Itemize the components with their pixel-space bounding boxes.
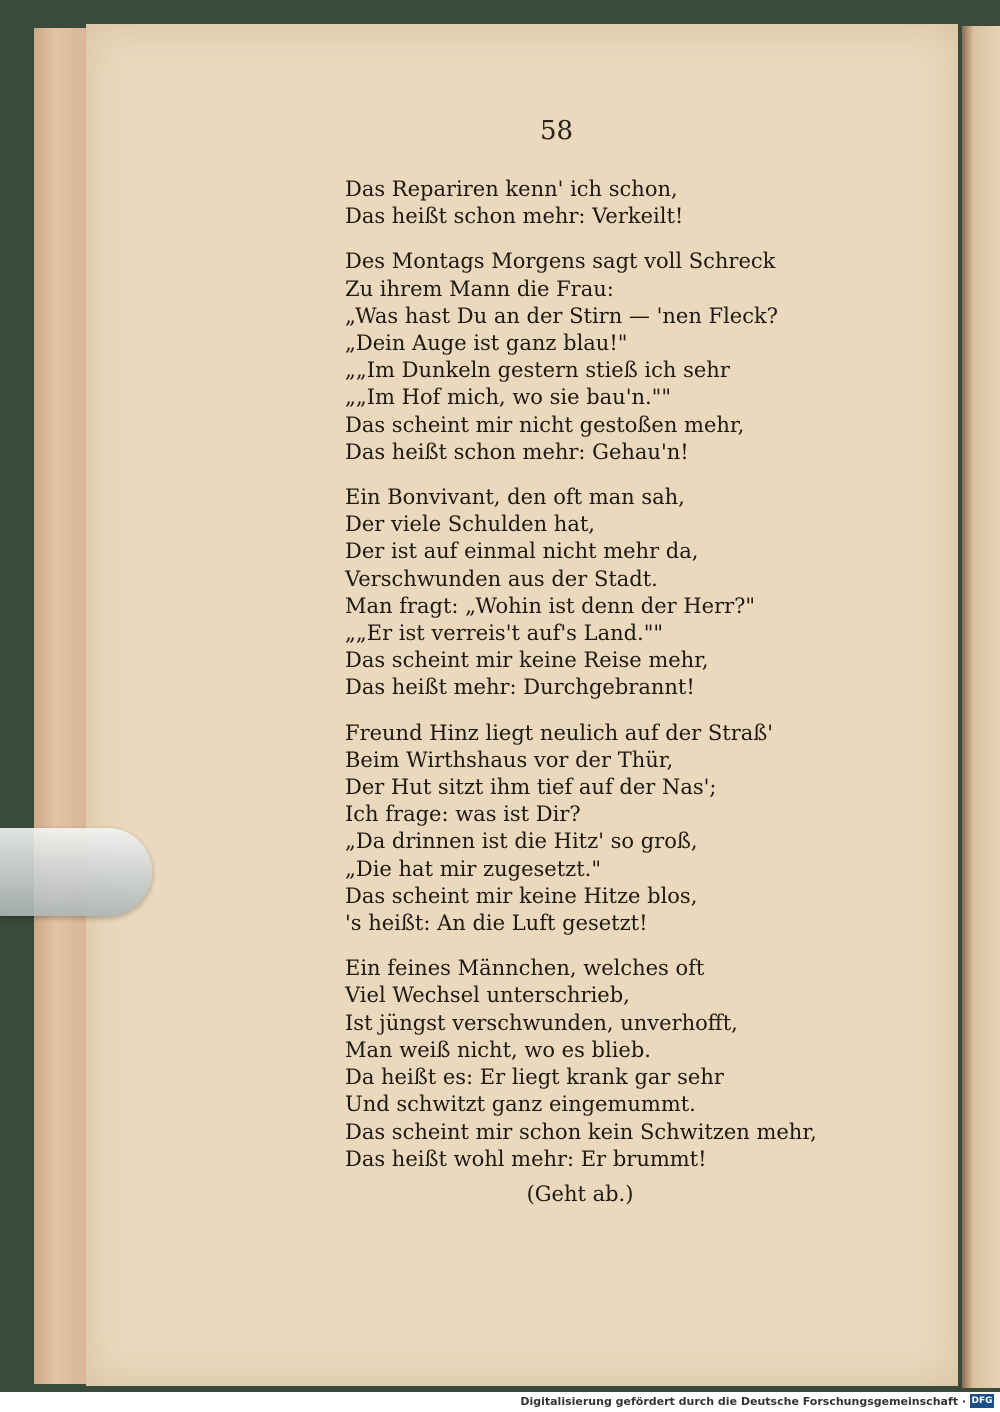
adjacent-page-edge <box>962 26 1000 1388</box>
page-edge <box>34 28 89 1384</box>
poem-line: Das heißt schon mehr: Verkeilt! <box>345 204 684 229</box>
poem-text <box>345 176 865 1208</box>
page-number: 58 <box>540 116 574 146</box>
poem-line: Das scheint mir nicht gestoßen mehr, <box>345 412 745 437</box>
poem-line: „Dein Auge ist ganz blau!" <box>345 331 628 356</box>
poem-line: Man weiß nicht, wo es blieb. <box>345 1037 651 1062</box>
poem-line: Beim Wirthshaus vor der Thür, <box>345 747 674 772</box>
poem-line: Das scheint mir keine Reise mehr, <box>345 648 709 673</box>
poem-line: Man fragt: „Wohin ist denn der Herr?" <box>345 593 756 618</box>
dfg-logo: DFG <box>971 1396 993 1406</box>
poem-line: Das scheint mir keine Hitze blos, <box>345 883 698 908</box>
poem-line: Das scheint mir schon kein Schwitzen mehr, <box>345 1119 817 1144</box>
poem-line: 's heißt: An die Luft gesetzt! <box>345 911 648 936</box>
poem-line: Das heißt schon mehr: Gehau'n! <box>345 439 689 464</box>
stanza <box>345 720 865 938</box>
stage-direction: (Geht ab.) <box>526 1181 634 1206</box>
poem-line: Das Repariren kenn' ich schon, <box>345 177 678 201</box>
poem-line: „„Er ist verreis't auf's Land."" <box>345 621 664 646</box>
poem-line: „Die hat mir zugesetzt." <box>345 856 601 881</box>
poem-line: Der Hut sitzt ihm tief auf der Nas'; <box>345 775 717 800</box>
poem-line: Das heißt mehr: Durchgebrannt! <box>345 675 695 700</box>
footer-credit: Digitalisierung gefördert durch die Deutsche Forschungsgemeinschaft · <box>520 1395 966 1408</box>
poem-line: Freund Hinz liegt neulich auf der Straß' <box>345 720 774 745</box>
poem-line: Verschwunden aus der Stadt. <box>345 566 658 591</box>
poem-line: Das heißt wohl mehr: Er brummt! <box>345 1146 707 1171</box>
poem-line: Zu ihrem Mann die Frau: <box>345 276 614 301</box>
poem-line: Und schwitzt ganz eingemummt. <box>345 1092 696 1117</box>
poem-line: „„Im Hof mich, wo sie bau'n."" <box>345 385 671 410</box>
poem-line: Der viele Schulden hat, <box>345 512 595 537</box>
poem-line: Des Montags Morgens sagt voll Schreck <box>345 249 776 274</box>
poem-line: Da heißt es: Er liegt krank gar sehr <box>345 1065 724 1090</box>
poem-line: Ist jüngst verschwunden, unverhofft, <box>345 1010 738 1035</box>
poem-line: Ein feines Männchen, welches oft <box>345 956 705 981</box>
stanza <box>345 484 865 702</box>
poem-line: „„Im Dunkeln gestern stieß ich sehr <box>345 358 730 383</box>
poem-line: „Was hast Du an der Stirn — 'nen Fleck? <box>345 303 778 328</box>
poem-line: Ein Bonvivant, den oft man sah, <box>345 485 685 510</box>
stanza <box>345 248 865 466</box>
bookmark-clip <box>0 828 152 916</box>
poem-line: Der ist auf einmal nicht mehr da, <box>345 539 699 564</box>
poem-line: Viel Wechsel unterschrieb, <box>345 983 630 1008</box>
stanza <box>345 176 865 230</box>
poem-line: Ich frage: was ist Dir? <box>345 802 581 827</box>
stanza <box>345 955 865 1173</box>
poem-line: „Da drinnen ist die Hitz' so groß, <box>345 829 698 854</box>
